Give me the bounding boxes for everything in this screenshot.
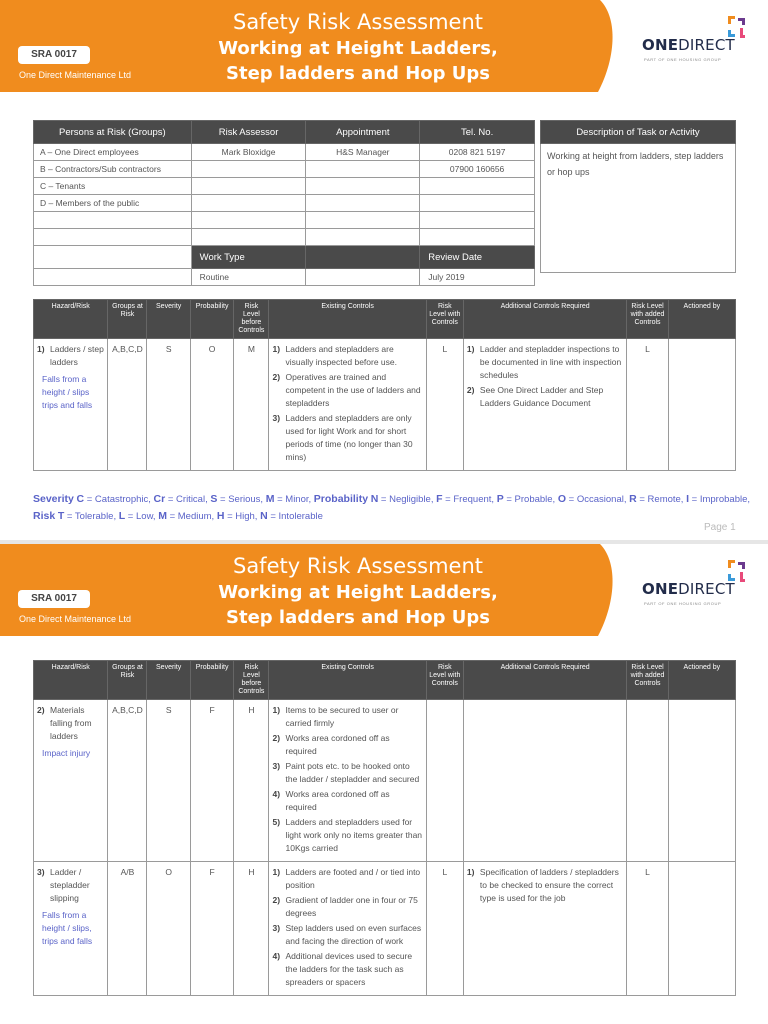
- hazard-number: 3): [37, 867, 45, 877]
- header-work-type: Work Type: [191, 246, 306, 269]
- group-cell: [34, 212, 192, 229]
- list-item: [272, 371, 422, 410]
- legend-value: = Intolerable: [267, 511, 323, 522]
- item-number: 5): [272, 817, 281, 827]
- hazard-column-header: Additional Controls Required: [463, 661, 626, 700]
- company-name: One Direct Maintenance Ltd: [19, 614, 132, 624]
- item-number: 1): [466, 867, 475, 877]
- hazard-risk: Falls from a height / slips trips and falls: [42, 374, 93, 410]
- item-text: Specification of ladders / stepladders to be checked to ensure the correct type is used for the job: [479, 867, 619, 903]
- legend-key: S: [210, 493, 218, 505]
- table-row: [34, 700, 736, 862]
- item-number: 1): [272, 867, 281, 877]
- empty-cell: [191, 161, 306, 178]
- empty-cell: [420, 212, 535, 229]
- hazard-risk: Falls from a height / slips, trips and falls: [42, 910, 93, 946]
- logo-word-direct: DIRECT: [678, 36, 735, 54]
- company-name: One Direct Maintenance Ltd: [19, 70, 132, 80]
- additional-controls: [463, 339, 626, 471]
- hazard-table-page-2: [33, 660, 736, 996]
- table-row: [34, 161, 535, 178]
- tel-value: 0208 821 5197: [420, 144, 535, 161]
- probability-value: O: [190, 339, 233, 471]
- risk-with-controls: L: [426, 339, 463, 471]
- hazard-column-header: Risk Level before Controls: [234, 300, 269, 339]
- list-item: [467, 866, 623, 905]
- empty-cell: [306, 212, 420, 229]
- legend-value: = Critical,: [165, 494, 211, 505]
- legend-value: = Frequent,: [442, 494, 497, 505]
- list-item: [272, 704, 422, 730]
- severity-value: S: [147, 700, 190, 862]
- legend-label: Risk: [33, 510, 56, 522]
- empty-cell: [306, 195, 420, 212]
- hazard-header-row: [34, 661, 736, 700]
- logo-word-direct: DIRECT: [678, 580, 735, 598]
- reference-badge: SRA 0017: [18, 46, 90, 64]
- hazard-cell: [34, 862, 108, 996]
- hazard-column-header: Risk Level with added Controls: [627, 300, 668, 339]
- empty-cell: [306, 229, 420, 246]
- risk-before-controls: M: [234, 339, 269, 471]
- logo-word-one: ONE: [642, 580, 679, 598]
- legend-key: C: [76, 493, 85, 505]
- logo-word-one: ONE: [642, 36, 679, 54]
- item-number: 1): [272, 705, 281, 715]
- header-persons-at-risk: Persons at Risk (Groups): [34, 121, 192, 144]
- hazard-name: Ladder / stepladder slipping: [50, 867, 90, 903]
- existing-controls: [269, 862, 426, 996]
- onedirect-logo: [640, 14, 750, 70]
- header-titles: [178, 8, 538, 86]
- hazard-column-header: Probability: [190, 661, 233, 700]
- list-item: [272, 412, 422, 464]
- empty-cell: [191, 178, 306, 195]
- risk-before-controls: H: [234, 862, 269, 996]
- header-appointment: Appointment: [306, 121, 420, 144]
- legend-line-2: [33, 508, 750, 525]
- hazard-column-header: Existing Controls: [269, 300, 426, 339]
- actioned-by: [668, 862, 735, 996]
- legend-key: P: [496, 493, 504, 505]
- review-date-value: July 2019: [420, 269, 535, 286]
- risk-with-controls: [426, 700, 463, 862]
- item-number: 2): [272, 895, 281, 905]
- severity-value: S: [147, 339, 190, 471]
- logo-wordmark: [642, 36, 735, 54]
- persons-header-row: [34, 121, 535, 144]
- legend-line-1: [33, 491, 750, 508]
- legend-key: F: [436, 493, 443, 505]
- item-number: 3): [272, 413, 281, 423]
- legend-value: = Occasional,: [566, 494, 630, 505]
- document-subtitle-line1: Working at Height Ladders,: [218, 582, 498, 603]
- table-row: [34, 144, 535, 161]
- hazard-column-header: Risk Level with added Controls: [627, 661, 668, 700]
- probability-value: F: [190, 862, 233, 996]
- item-text: Step ladders used on even surfaces and facing the direction of work: [285, 923, 422, 946]
- legend-key: T: [57, 510, 65, 522]
- hazard-column-header: Hazard/Risk: [34, 300, 108, 339]
- empty-cell: [306, 178, 420, 195]
- list-item: [272, 950, 422, 989]
- page-number: Page 1: [704, 522, 736, 533]
- hazard-column-header: Actioned by: [668, 300, 735, 339]
- header-risk-assessor: Risk Assessor: [191, 121, 306, 144]
- hazard-risk: Impact injury: [42, 748, 91, 758]
- list-item: [272, 343, 422, 369]
- table-row: [34, 339, 736, 471]
- item-text: See One Direct Ladder and Step Ladders Guidance Document: [479, 385, 604, 408]
- legend-value: = High,: [224, 511, 261, 522]
- item-number: 1): [272, 344, 281, 354]
- empty-cell: [420, 195, 535, 212]
- item-number: 2): [466, 385, 475, 395]
- empty-cell: [420, 229, 535, 246]
- risk-with-added-controls: L: [627, 862, 668, 996]
- item-number: 4): [272, 789, 281, 799]
- table-row: [34, 212, 535, 229]
- item-text: Ladders are footed and / or tied into position: [285, 867, 421, 890]
- item-text: Works area cordoned off as required: [285, 789, 390, 812]
- legend-value: = Probable,: [503, 494, 558, 505]
- header-review-date: Review Date: [420, 246, 535, 269]
- hazard-column-header: Groups at Risk: [108, 300, 147, 339]
- legend-key: R: [629, 493, 637, 505]
- description-table: [540, 120, 736, 273]
- legend-value: = Low,: [125, 511, 159, 522]
- legend-label: Severity: [33, 493, 74, 505]
- legend-value: = Remote,: [636, 494, 687, 505]
- list-item: [272, 866, 422, 892]
- legend-value: = Improbable,: [689, 494, 751, 505]
- hazard-cell: [34, 700, 108, 862]
- empty-cell: [306, 269, 420, 286]
- item-number: 3): [272, 761, 281, 771]
- group-cell: [34, 269, 192, 286]
- logo-wordmark: [642, 580, 735, 598]
- legend-value: = Negligible,: [378, 494, 437, 505]
- item-text: Ladders and stepladders are visually inspected before use.: [285, 344, 397, 367]
- work-type-value: Routine: [191, 269, 306, 286]
- logo-tagline: PART OF ONE HOUSING GROUP: [644, 57, 722, 62]
- groups-at-risk: A,B,C,D: [108, 339, 147, 471]
- legend-key: Cr: [153, 493, 166, 505]
- onedirect-logo: [640, 558, 750, 614]
- legend: [33, 491, 750, 525]
- legend-label: Probability: [313, 493, 369, 505]
- page-header: [0, 0, 768, 92]
- groups-at-risk: A/B: [108, 862, 147, 996]
- legend-key: I: [686, 493, 690, 505]
- table-row: [34, 229, 535, 246]
- legend-key: H: [216, 510, 225, 522]
- document-subtitle-line1: Working at Height Ladders,: [218, 38, 498, 59]
- document-title: Safety Risk Assessment: [232, 10, 484, 34]
- hazard-column-header: Severity: [147, 661, 190, 700]
- group-cell: A – One Direct employees: [34, 144, 192, 161]
- legend-key: M: [265, 493, 275, 505]
- legend-value: = Serious,: [217, 494, 266, 505]
- hazard-cell: [34, 339, 108, 471]
- tel-value: 07900 160656: [420, 161, 535, 178]
- risk-with-added-controls: [627, 700, 668, 862]
- group-cell: D – Members of the public: [34, 195, 192, 212]
- list-item: [272, 922, 422, 948]
- hazard-column-header: Severity: [147, 300, 190, 339]
- hazard-table-page-1: [33, 299, 736, 471]
- list-item: [272, 788, 422, 814]
- item-text: Gradient of ladder one in four or 75 degrees: [285, 895, 418, 918]
- legend-key: O: [557, 493, 567, 505]
- empty-cell: [191, 212, 306, 229]
- list-item: [467, 343, 623, 382]
- hazard-column-header: Existing Controls: [269, 661, 426, 700]
- description-text: Working at height from ladders, step ladders or hop ups: [541, 144, 736, 273]
- legend-value: = Catastrophic,: [84, 494, 154, 505]
- risk-with-added-controls: L: [627, 339, 668, 471]
- document-subtitle-line2: Step ladders and Hop Ups: [226, 63, 490, 84]
- table-row: [34, 178, 535, 195]
- existing-controls: [269, 339, 426, 471]
- list-item: [272, 894, 422, 920]
- work-type-header-row: [34, 246, 535, 269]
- item-text: Ladders and stepladders are only used for light Work and for short periods of time (no longer than 30 mins): [285, 413, 413, 462]
- legend-key: L: [118, 510, 126, 522]
- hazard-number: 1): [37, 344, 45, 354]
- group-cell: B – Contractors/Sub contractors: [34, 161, 192, 178]
- item-text: Ladder and stepladder inspections to be documented in line with inspection schedules: [479, 344, 622, 380]
- group-cell: [34, 246, 192, 269]
- legend-key: N: [260, 510, 268, 522]
- empty-cell: [306, 161, 420, 178]
- persons-at-risk-table: [33, 120, 535, 286]
- item-text: Operatives are trained and competent in the use of ladders and stepladders: [285, 372, 421, 408]
- item-text: Additional devices used to secure the ladders for the task such as spreaders or spacers: [285, 951, 413, 987]
- reference-badge: SRA 0017: [18, 590, 90, 608]
- item-number: 4): [272, 951, 281, 961]
- risk-before-controls: H: [234, 700, 269, 862]
- item-text: Works area cordoned off as required: [285, 733, 390, 756]
- appointment-value: H&S Manager: [306, 144, 420, 161]
- existing-controls: [269, 700, 426, 862]
- table-row: [34, 862, 736, 996]
- list-item: [272, 732, 422, 758]
- item-text: Items to be secured to user or carried firmly: [285, 705, 399, 728]
- groups-at-risk: A,B,C,D: [108, 700, 147, 862]
- probability-value: F: [190, 700, 233, 862]
- header-blank: [306, 246, 420, 269]
- item-number: 1): [466, 344, 475, 354]
- item-number: 2): [272, 733, 281, 743]
- list-item: [272, 816, 422, 855]
- hazard-number: 2): [37, 705, 45, 715]
- group-cell: [34, 229, 192, 246]
- empty-cell: [191, 195, 306, 212]
- legend-key: M: [158, 510, 167, 522]
- page-header: [0, 544, 768, 636]
- document-subtitle-line2: Step ladders and Hop Ups: [226, 607, 490, 628]
- empty-cell: [191, 229, 306, 246]
- table-row: [34, 195, 535, 212]
- logo-tagline: PART OF ONE HOUSING GROUP: [644, 601, 722, 606]
- hazard-name: Materials falling from ladders: [50, 705, 92, 741]
- risk-assessor-value: Mark Bloxidge: [191, 144, 306, 161]
- hazard-column-header: Risk Level with Controls: [426, 661, 463, 700]
- hazard-column-header: Risk Level with Controls: [426, 300, 463, 339]
- legend-key: N: [370, 493, 379, 505]
- additional-controls: [463, 862, 626, 996]
- hazard-column-header: Additional Controls Required: [463, 300, 626, 339]
- item-number: 3): [272, 923, 281, 933]
- hazard-column-header: Actioned by: [668, 661, 735, 700]
- list-item: [272, 760, 422, 786]
- additional-controls: [463, 700, 626, 862]
- risk-with-controls: L: [426, 862, 463, 996]
- hazard-column-header: Probability: [190, 300, 233, 339]
- severity-value: O: [147, 862, 190, 996]
- hazard-header-row: [34, 300, 736, 339]
- item-number: 2): [272, 372, 281, 382]
- page-2: [0, 544, 768, 1024]
- hazard-name: Ladders / step ladders: [50, 344, 104, 367]
- hazard-column-header: Groups at Risk: [108, 661, 147, 700]
- header-description: Description of Task or Activity: [541, 121, 736, 144]
- header-titles: [178, 552, 538, 630]
- table-row: [34, 269, 535, 286]
- list-item: [467, 384, 623, 410]
- actioned-by: [668, 339, 735, 471]
- item-text: Paint pots etc. to be hooked onto the ladder / stepladder and secured: [285, 761, 420, 784]
- group-cell: C – Tenants: [34, 178, 192, 195]
- header-tel-no: Tel. No.: [420, 121, 535, 144]
- hazard-column-header: Risk Level before Controls: [234, 661, 269, 700]
- legend-value: = Tolerable,: [64, 511, 119, 522]
- document-title: Safety Risk Assessment: [232, 554, 484, 578]
- actioned-by: [668, 700, 735, 862]
- empty-cell: [420, 178, 535, 195]
- hazard-column-header: Hazard/Risk: [34, 661, 108, 700]
- item-text: Ladders and stepladders used for light work only no items greater than 10Kgs carried: [285, 817, 423, 853]
- legend-value: = Medium,: [166, 511, 217, 522]
- legend-value: = Minor,: [274, 494, 314, 505]
